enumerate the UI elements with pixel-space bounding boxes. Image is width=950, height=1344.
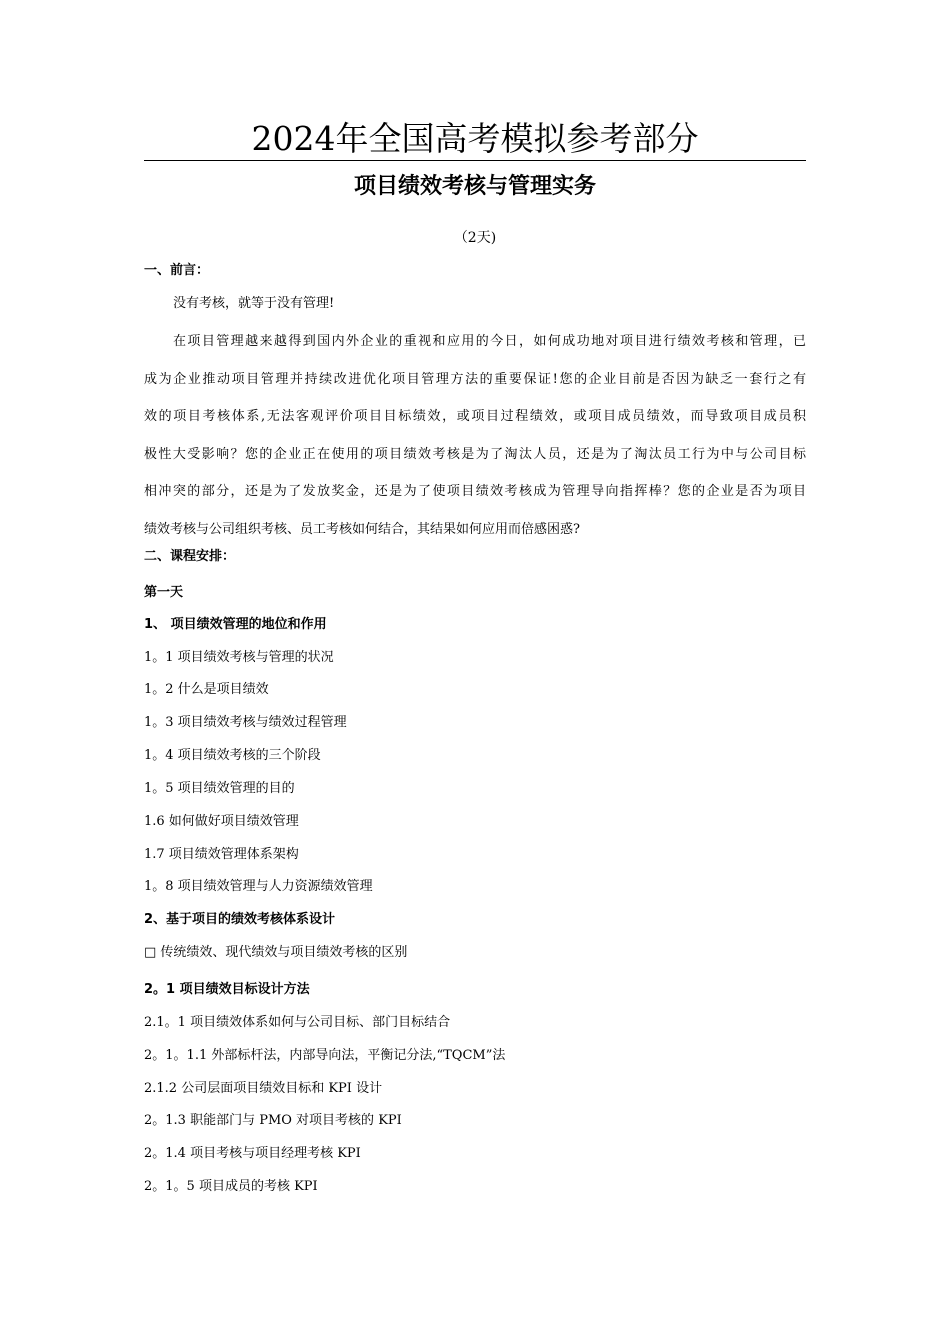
- list-item: 2.1.2 公司层面项目绩效目标和 KPI 设计: [144, 1081, 383, 1096]
- list-item: 1。8 项目绩效管理与人力资源绩效管理: [144, 879, 373, 894]
- banner-title: 2024年全国高考模拟参考部分: [144, 118, 806, 161]
- preface-slogan: 没有考核，就等于没有管理!: [173, 296, 335, 311]
- list-item: 1.7 项目绩效管理体系架构: [144, 847, 299, 862]
- list-item: 1.6 如何做好项目绩效管理: [144, 814, 299, 829]
- schedule-heading: 二、课程安排：: [144, 549, 236, 564]
- list-item: 2。1.4 项目考核与项目经理考核 KPI: [144, 1146, 361, 1161]
- list-item: 2。1.3 职能部门与 PMO 对项目考核的 KPI: [144, 1113, 402, 1128]
- list-item: 2。1。1.1 外部标杆法，内部导向法，平衡记分法,“TQCM”法: [144, 1048, 506, 1063]
- list-item: 2。1。5 项目成员的考核 KPI: [144, 1179, 318, 1194]
- paragraph-line: 极性大受影响？您的企业正在使用的项目绩效考核是为了淘汰人员，还是为了淘汰员工行为中与公司目标: [144, 446, 806, 462]
- bullet-item: □ 传统绩效、现代绩效与项目绩效考核的区别: [144, 945, 408, 960]
- section-one-heading: 1、 项目绩效管理的地位和作用: [144, 617, 327, 632]
- list-item: 1。1 项目绩效考核与管理的状况: [144, 650, 334, 665]
- paragraph-line: 绩效考核与公司组织考核、员工考核如何结合，其结果如何应用而倍感困惑?: [144, 521, 580, 537]
- list-item: 1。5 项目绩效管理的目的: [144, 781, 295, 796]
- list-item: 2.1。1 项目绩效体系如何与公司目标、部门目标结合: [144, 1015, 451, 1030]
- list-item: 1。3 项目绩效考核与绩效过程管理: [144, 715, 347, 730]
- duration-note: （2天): [453, 230, 497, 246]
- list-item: 1。4 项目绩效考核的三个阶段: [144, 748, 321, 763]
- paragraph-line: 效的项目考核体系,无法客观评价项目目标绩效，或项目过程绩效，或项目成员绩效，而导致项目成员积: [144, 409, 806, 425]
- preface-heading: 一、前言：: [144, 263, 210, 278]
- list-item: 1。2 什么是项目绩效: [144, 682, 269, 697]
- day-one-heading: 第一天: [144, 585, 184, 600]
- paragraph-line: 在项目管理越来越得到国内外企业的重视和应用的今日，如何成功地对项目进行绩效考核和管理，已: [173, 334, 806, 349]
- preface-paragraph: [144, 323, 806, 549]
- paragraph-line: 相冲突的部分，还是为了发放奖金，还是为了使项目绩效考核成为管理导向指挥棒？您的企业是否为项目: [144, 484, 806, 500]
- document-title: 项目绩效考核与管理实务: [353, 174, 596, 199]
- paragraph-line: 成为企业推动项目管理并持续改进优化项目管理方法的重要保证!您的企业目前是否因为缺乏一套行之有: [144, 371, 806, 387]
- section-two-heading: 2、基于项目的绩效考核体系设计: [144, 912, 336, 927]
- subsection-heading: 2。1 项目绩效目标设计方法: [144, 982, 310, 997]
